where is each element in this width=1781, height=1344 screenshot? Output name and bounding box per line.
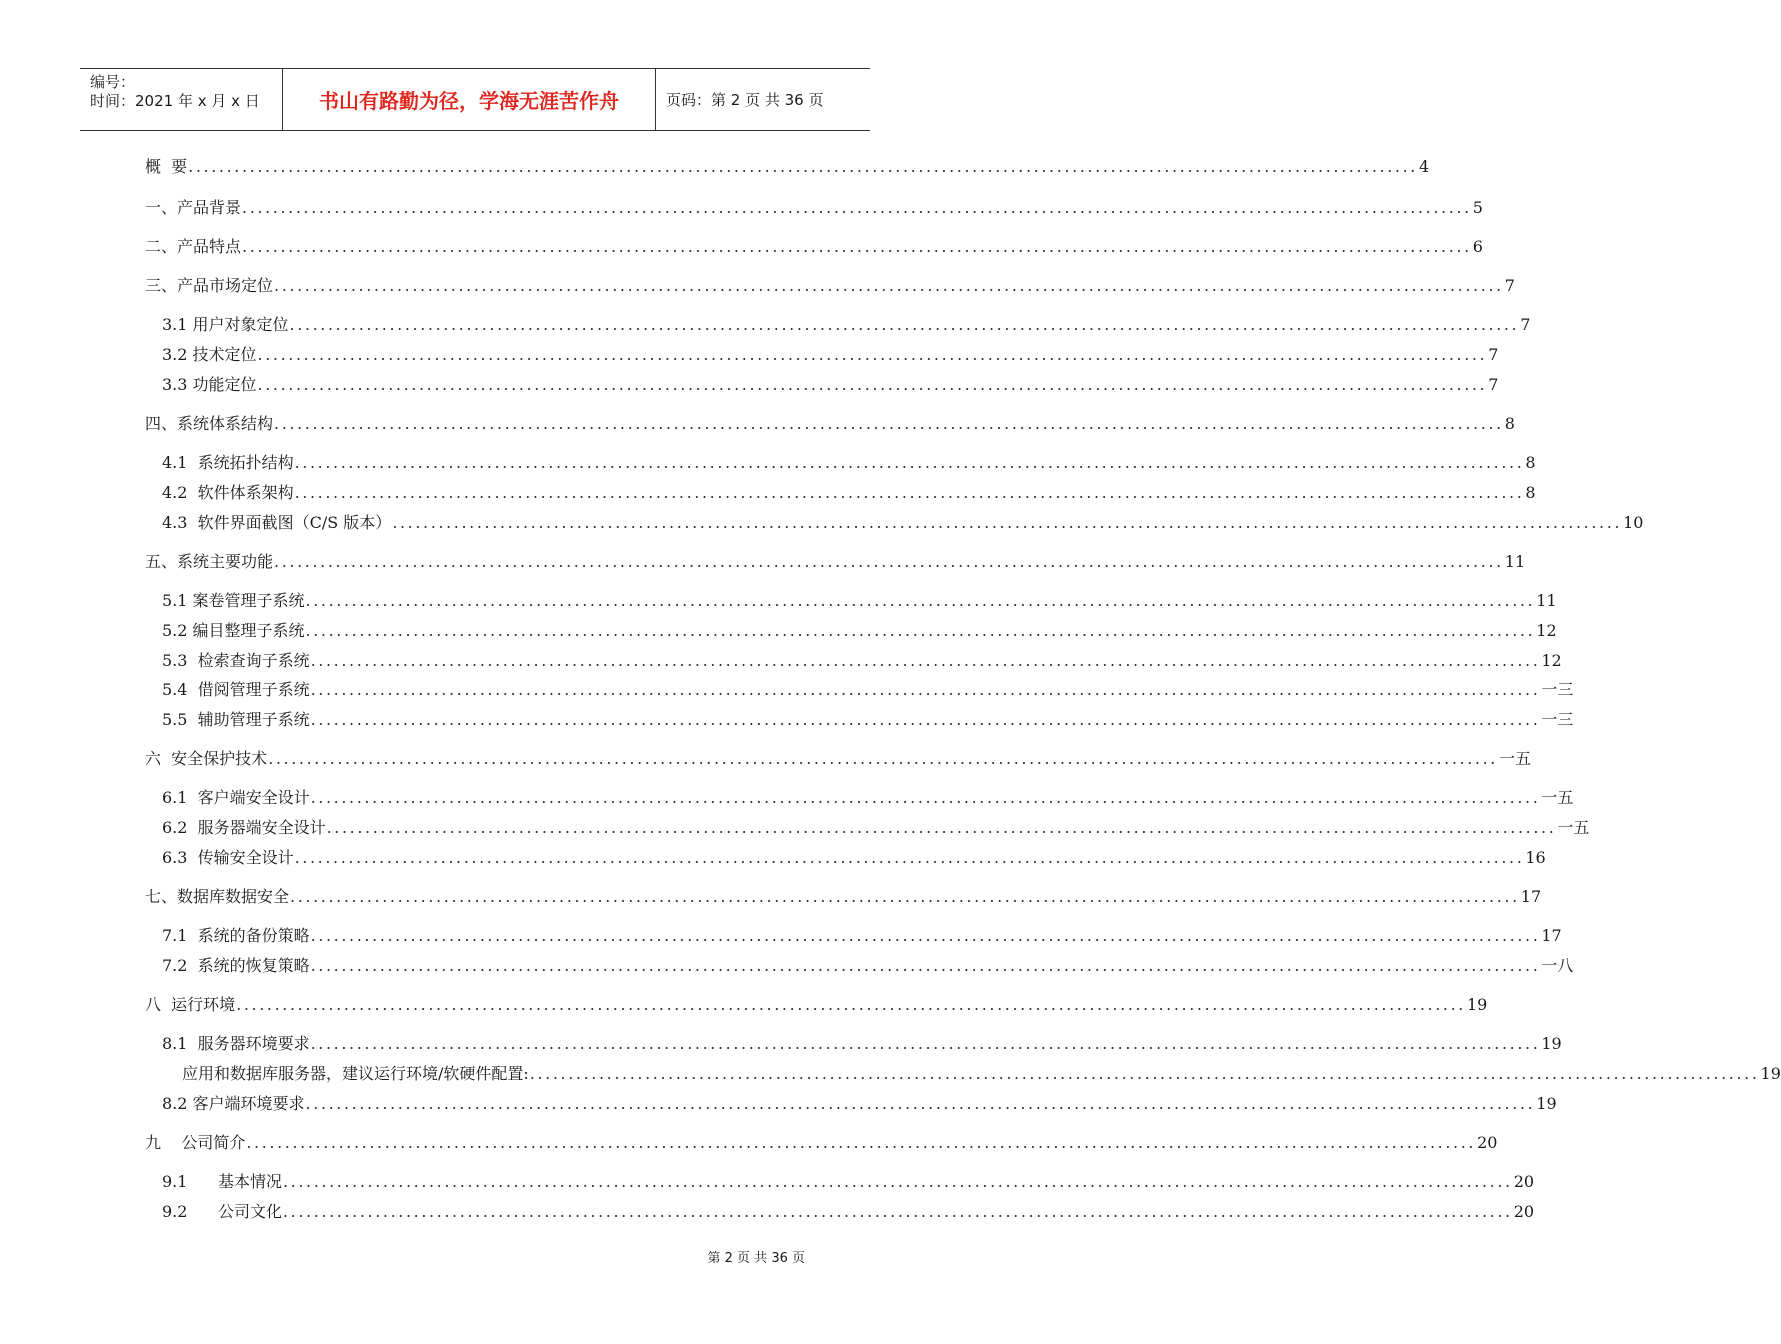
toc-entry[interactable] (162, 817, 1590, 839)
toc-entry-page: 7 (1488, 345, 1499, 364)
toc-entry-label: 概 要 (145, 157, 188, 176)
toc-leader-dots: ................................................................................................................................................................ (274, 414, 1504, 433)
toc-entry-label: 6.1 客户端安全设计 (162, 788, 310, 807)
toc-entry[interactable] (162, 512, 1644, 534)
toc-entry-label: 8.1 服务器环境要求 (162, 1034, 310, 1053)
toc-entry-label: 七、数据库数据安全 (145, 887, 290, 906)
toc-leader-dots: ................................................................................................................................................................ (257, 345, 1488, 364)
toc-entry-label: 八 运行环境 (145, 995, 236, 1014)
toc-leader-dots: ................................................................................................................................................................ (274, 276, 1504, 295)
toc-entry[interactable] (162, 374, 1499, 396)
toc-entry[interactable] (162, 590, 1557, 612)
toc-entry[interactable] (162, 679, 1574, 701)
toc-entry-page: 8 (1504, 414, 1515, 433)
toc-entry-page: 10 (1623, 513, 1644, 532)
toc-entry[interactable] (145, 886, 1542, 908)
toc-entry[interactable] (162, 344, 1499, 366)
toc-leader-dots: ................................................................................................................................................................ (310, 651, 1541, 670)
toc-entry-label: 9.2 公司文化 (162, 1202, 282, 1221)
toc-entry-page: 一五 (1498, 749, 1531, 768)
toc-entry-label: 二、产品特点 (145, 237, 242, 256)
toc-entry[interactable] (145, 156, 1430, 178)
document-number-label: 编号： (90, 73, 136, 91)
toc-entry-label: 六 安全保护技术 (145, 749, 268, 768)
toc-entry-label: 4.2 软件体系架构 (162, 483, 294, 502)
document-time-label: 时间：2021 年 x 月 x 日 (90, 92, 260, 110)
toc-leader-dots: ................................................................................................................................................................ (294, 453, 1525, 472)
toc-entry-page: 一三 (1541, 680, 1574, 699)
toc-entry[interactable] (145, 236, 1483, 258)
toc-entry[interactable] (182, 1063, 1781, 1085)
toc-leader-dots: ................................................................................................................................................................ (257, 375, 1488, 394)
toc-entry-page: 一五 (1557, 818, 1590, 837)
toc-entry[interactable] (145, 413, 1515, 435)
toc-leader-dots: ................................................................................................................................................................ (282, 1172, 1513, 1191)
toc-entry-label: 5.1 案卷管理子系统 (162, 591, 305, 610)
toc-entry[interactable] (145, 748, 1531, 770)
toc-leader-dots: ................................................................................................................................................................ (305, 591, 1536, 610)
toc-entry-page: 7 (1520, 315, 1531, 334)
toc-entry[interactable] (162, 709, 1574, 731)
toc-leader-dots: ................................................................................................................................................................ (268, 749, 1498, 768)
toc-entry-label: 9.1 基本情况 (162, 1172, 282, 1191)
toc-entry-label: 五、系统主要功能 (145, 552, 274, 571)
toc-entry-label: 8.2 客户端环境要求 (162, 1094, 305, 1113)
toc-entry[interactable] (162, 1171, 1535, 1193)
toc-entry[interactable] (162, 1093, 1557, 1115)
header-motto: 书山有路勤为径，学海无涯苦作舟 (282, 69, 656, 130)
toc-entry[interactable] (162, 847, 1546, 869)
toc-leader-dots: ................................................................................................................................................................ (294, 483, 1525, 502)
toc-entry-label: 4.3 软件界面截图（C/S 版本） (162, 513, 392, 532)
toc-leader-dots: ................................................................................................................................................................ (289, 315, 1520, 334)
toc-entry-page: 19 (1760, 1064, 1781, 1083)
toc-entry[interactable] (162, 1201, 1535, 1223)
toc-leader-dots: ................................................................................................................................................................ (242, 237, 1472, 256)
toc-leader-dots: ................................................................................................................................................................ (392, 513, 1623, 532)
toc-entry-page: 12 (1536, 621, 1557, 640)
toc-entry-label: 5.3 检索查询子系统 (162, 651, 310, 670)
toc-entry-page: 4 (1418, 157, 1430, 176)
toc-entry-page: 一三 (1541, 710, 1574, 729)
toc-leader-dots: ................................................................................................................................................................ (236, 995, 1466, 1014)
toc-entry-page: 11 (1536, 591, 1557, 610)
toc-leader-dots: ................................................................................................................................................................ (188, 157, 1418, 176)
toc-entry[interactable] (162, 620, 1557, 642)
toc-entry-label: 7.1 系统的备份策略 (162, 926, 310, 945)
toc-entry-label: 6.2 服务器端安全设计 (162, 818, 326, 837)
toc-entry-label: 应用和数据库服务器，建议运行环境/软硬件配置: (182, 1064, 529, 1083)
toc-entry[interactable] (145, 197, 1483, 219)
toc-entry-label: 3.2 技术定位 (162, 345, 257, 364)
toc-leader-dots: ................................................................................................................................................................ (274, 552, 1504, 571)
toc-leader-dots: ................................................................................................................................................................ (290, 887, 1520, 906)
toc-entry-page: 17 (1541, 926, 1562, 945)
toc-entry[interactable] (162, 925, 1562, 947)
toc-leader-dots: ................................................................................................................................................................ (529, 1064, 1760, 1083)
toc-leader-dots: ................................................................................................................................................................ (305, 621, 1536, 640)
toc-entry-label: 三、产品市场定位 (145, 276, 274, 295)
toc-leader-dots: ................................................................................................................................................................ (310, 788, 1541, 807)
toc-entry-page: 5 (1472, 198, 1483, 217)
toc-entry-page: 7 (1504, 276, 1515, 295)
toc-entry-label: 5.2 编目整理子系统 (162, 621, 305, 640)
toc-entry-page: 6 (1472, 237, 1483, 256)
toc-entry[interactable] (145, 275, 1515, 297)
toc-entry-page: 17 (1520, 887, 1542, 906)
toc-entry-label: 3.1 用户对象定位 (162, 315, 289, 334)
header-left-cell (80, 69, 282, 130)
toc-leader-dots: ................................................................................................................................................................ (326, 818, 1557, 837)
toc-entry-label: 3.3 功能定位 (162, 375, 257, 394)
toc-leader-dots: ................................................................................................................................................................ (242, 198, 1472, 217)
toc-leader-dots: ................................................................................................................................................................ (294, 848, 1525, 867)
toc-leader-dots: ................................................................................................................................................................ (310, 926, 1541, 945)
toc-entry-page: 20 (1513, 1172, 1535, 1191)
toc-entry-label: 6.3 传输安全设计 (162, 848, 294, 867)
toc-leader-dots: ................................................................................................................................................................ (310, 680, 1541, 699)
toc-entry[interactable] (145, 551, 1526, 573)
toc-entry-page: 7 (1488, 375, 1499, 394)
toc-entry-label: 7.2 系统的恢复策略 (162, 956, 310, 975)
toc-entry-label: 九 公司简介 (145, 1133, 246, 1152)
toc-entry-page: 8 (1525, 483, 1536, 502)
toc-entry[interactable] (162, 452, 1536, 474)
toc-leader-dots: ................................................................................................................................................................ (310, 710, 1541, 729)
toc-entry[interactable] (162, 650, 1562, 672)
toc-entry-page: 20 (1513, 1202, 1535, 1221)
toc-entry-label: 4.1 系统拓扑结构 (162, 453, 294, 472)
toc-entry[interactable] (145, 994, 1488, 1016)
toc-entry-page: 20 (1477, 1133, 1498, 1152)
toc-leader-dots: ................................................................................................................................................................ (310, 956, 1541, 975)
toc-entry-label: 四、系统体系结构 (145, 414, 274, 433)
toc-entry-page: 一八 (1541, 956, 1574, 975)
toc-entry[interactable] (162, 787, 1574, 809)
toc-entry-page: 19 (1466, 995, 1488, 1014)
toc-leader-dots: ................................................................................................................................................................ (282, 1202, 1513, 1221)
toc-entry[interactable] (162, 1033, 1562, 1055)
page-footer: 第 2 页 共 36 页 (707, 1251, 805, 1266)
toc-entry-page: 16 (1525, 848, 1546, 867)
toc-entry[interactable] (162, 482, 1536, 504)
toc-entry-page: 11 (1504, 552, 1526, 571)
page-header (80, 68, 870, 131)
toc-entry[interactable] (145, 1132, 1498, 1154)
toc-entry[interactable] (162, 314, 1531, 336)
toc-leader-dots: ................................................................................................................................................................ (305, 1094, 1536, 1113)
toc-entry-page: 一五 (1541, 788, 1574, 807)
toc-entry-label: 一、产品背景 (145, 198, 242, 217)
toc-leader-dots: ................................................................................................................................................................ (310, 1034, 1541, 1053)
toc-entry-page: 19 (1541, 1034, 1562, 1053)
toc-entry-page: 12 (1541, 651, 1562, 670)
toc-leader-dots: ................................................................................................................................................................ (246, 1133, 1477, 1152)
toc-entry-page: 8 (1525, 453, 1536, 472)
header-page-info: 页码：第 2 页 共 36 页 (666, 91, 824, 109)
toc-entry[interactable] (162, 955, 1574, 977)
toc-entry-label: 5.5 辅助管理子系统 (162, 710, 310, 729)
toc-entry-label: 5.4 借阅管理子系统 (162, 680, 310, 699)
toc-entry-page: 19 (1536, 1094, 1557, 1113)
